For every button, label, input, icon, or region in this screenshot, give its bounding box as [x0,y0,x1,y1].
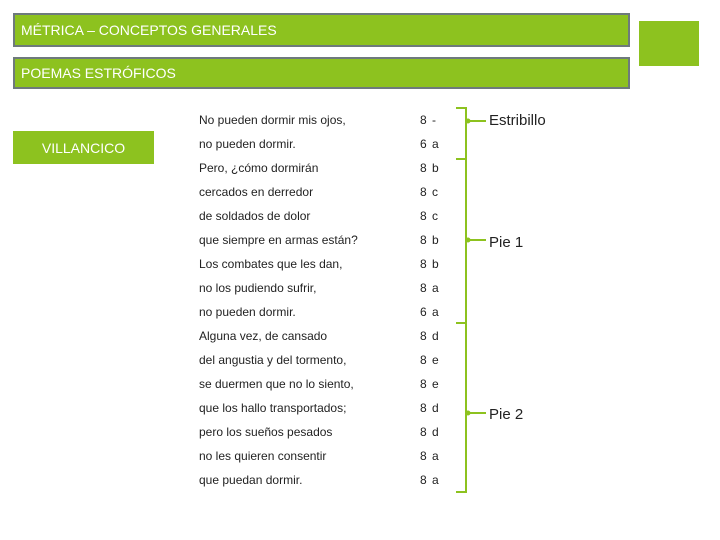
meter-mark: 8 b [420,257,440,271]
poem-line: cercados en derredor [199,185,314,199]
poem-line: Pero, ¿cómo dormirán [199,161,319,175]
poem-line: se duermen que no lo siento, [199,377,354,391]
section-title: POEMAS ESTRÓFICOS [21,65,176,81]
poem-line: que siempre en armas están? [199,233,358,247]
bracket-pie-1-dot [466,238,471,243]
group-label-pie-2: Pie 2 [489,406,524,423]
poem-line: no los pudiendo sufrir, [199,281,317,295]
poem-line: No pueden dormir mis ojos, [199,113,346,127]
meter-mark: 6 a [420,137,440,151]
poem-line: que puedan dormir. [199,473,303,487]
meter-mark: 8 d [420,401,440,415]
meter-mark: 8 a [420,449,440,463]
meter-mark: 8 e [420,377,440,391]
meter-mark: 8 d [420,425,440,439]
poem-line: pero los sueños pesados [199,425,333,439]
meter-mark: 8 a [420,281,440,295]
poem-line: del angustia y del tormento, [199,353,347,367]
meter-mark: 8 c [420,209,440,223]
meter-mark: 8 e [420,353,440,367]
page-title: MÉTRICA – CONCEPTOS GENERALES [21,22,277,38]
bracket-pie-2 [456,323,466,492]
poem-type-text: VILLANCICO [41,139,126,156]
bracket-estribillo-dot [466,119,471,124]
poem-line: que los hallo transportados; [199,401,347,415]
meter-mark: 8 d [420,329,440,343]
poem-line: Alguna vez, de cansado [199,329,328,343]
bracket-estribillo [456,108,466,159]
meter-mark: 8 b [420,161,440,175]
meter-mark: 8 b [420,233,440,247]
meter-mark: 8 - [420,113,438,127]
group-label-pie-1: Pie 1 [489,234,524,251]
meter-mark: 8 a [420,473,440,487]
group-label-estribillo: Estribillo [489,112,546,129]
poem-line: no pueden dormir. [199,137,296,151]
bracket-pie-1 [456,159,466,323]
poem-line: no les quieren consentir [199,449,327,463]
meter-mark: 8 c [420,185,440,199]
bracket-pie-2-dot [466,411,471,416]
meter-mark: 6 a [420,305,440,319]
poem-line: Los combates que les dan, [199,257,343,271]
poem-line: de soldados de dolor [199,209,311,223]
poem-line: no pueden dormir. [199,305,296,319]
